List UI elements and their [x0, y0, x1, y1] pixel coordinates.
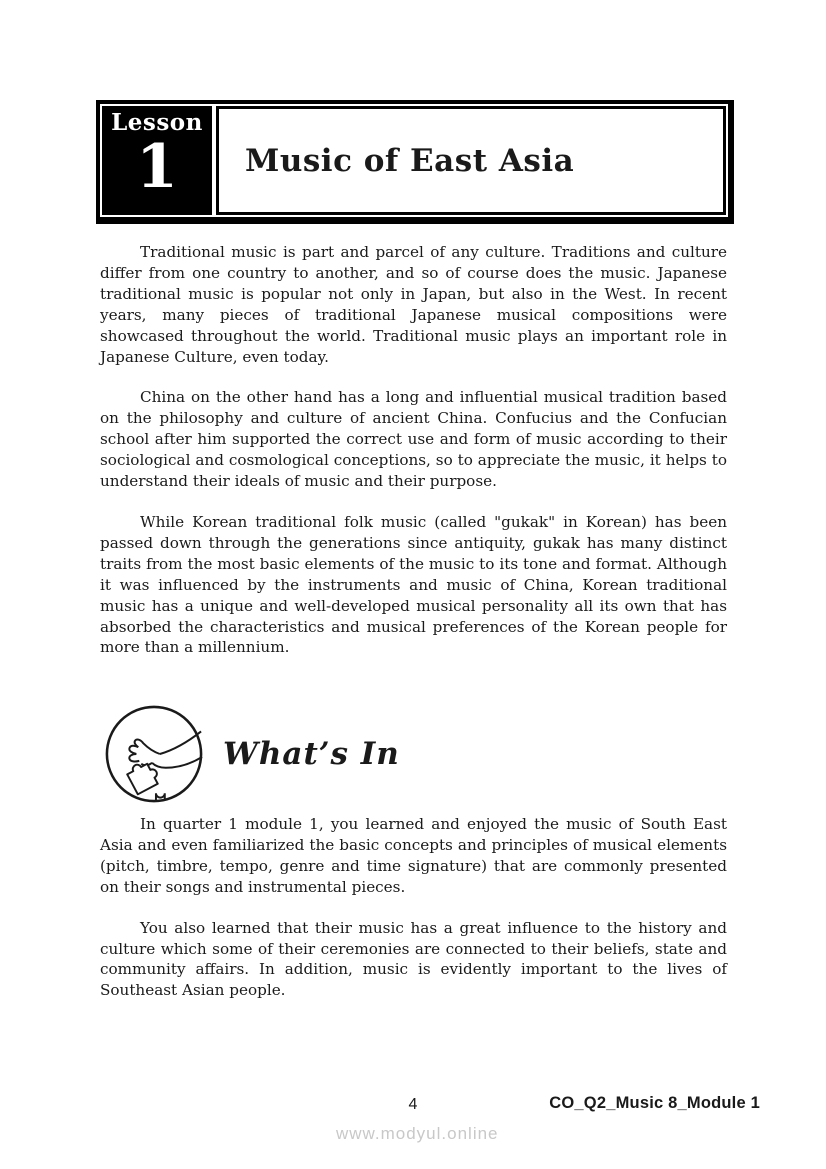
hand-placing-puzzle-piece-icon [103, 703, 205, 805]
lesson-number: 1 [136, 132, 178, 202]
paragraph-korea: While Korean traditional folk music (called "gukak" in Korean) has been passed down through the generations since antiquity, gukak has many distinct traits from the most basic elements of the music to its tone and format. Although it was influenced by the instruments and music of China, Korean traditional music has a unique and well-developed musical personality all its own that has absorbed the characteristics and musical preferences of the Korean people for more than a millennium. [100, 512, 727, 657]
lesson-banner [96, 100, 734, 224]
paragraph-china: China on the other hand has a long and influential musical tradition based on the philosophy and culture of ancient China. Confucius and the Confucian school after him supported the correct use and form of music according to their sociological and cosmological conceptions, so to appreciate the music, it helps to understand their ideals of music and their purpose. [100, 388, 727, 491]
paragraph-quarter1-recap: In quarter 1 module 1, you learned and enjoyed the music of South East Asia and even familiarized the basic concepts and principles of musical elements (pitch, timbre, tempo, genre and time signature) that are commonly presented on their songs and instrumental pieces. [100, 815, 727, 896]
module-code: CO_Q2_Music 8_Module 1 [549, 1094, 760, 1112]
lesson-title: Music of East Asia [245, 142, 575, 179]
paragraph-japan: Traditional music is part and parcel of any culture. Traditions and culture differ from one country to another, and so of course does the music. Japanese traditional music is popular not only in Japan, but also in the West. In recent years, many pieces of traditional Japanese musical compositions were showcased throughout the world. Traditional music plays an important role in Japanese Culture, even today. [100, 243, 727, 366]
whats-in-section-header [103, 703, 400, 805]
paragraph-influence-recap: You also learned that their music has a great influence to the history and culture which some of their ceremonies are connected to their beliefs, state and community affairs. In addition, music is evidently important to the lives of Southeast Asian people. [100, 918, 727, 1000]
whats-in-heading: What’s In [223, 736, 400, 772]
lesson-number-box [102, 106, 212, 215]
whats-in-text [100, 814, 727, 1021]
lesson-title-box [216, 106, 726, 215]
intro-text [100, 242, 727, 678]
page-number: 4 [408, 1096, 418, 1113]
lesson-label: Lesson [111, 109, 203, 136]
watermark-text: www.modyul.online [336, 1124, 499, 1143]
